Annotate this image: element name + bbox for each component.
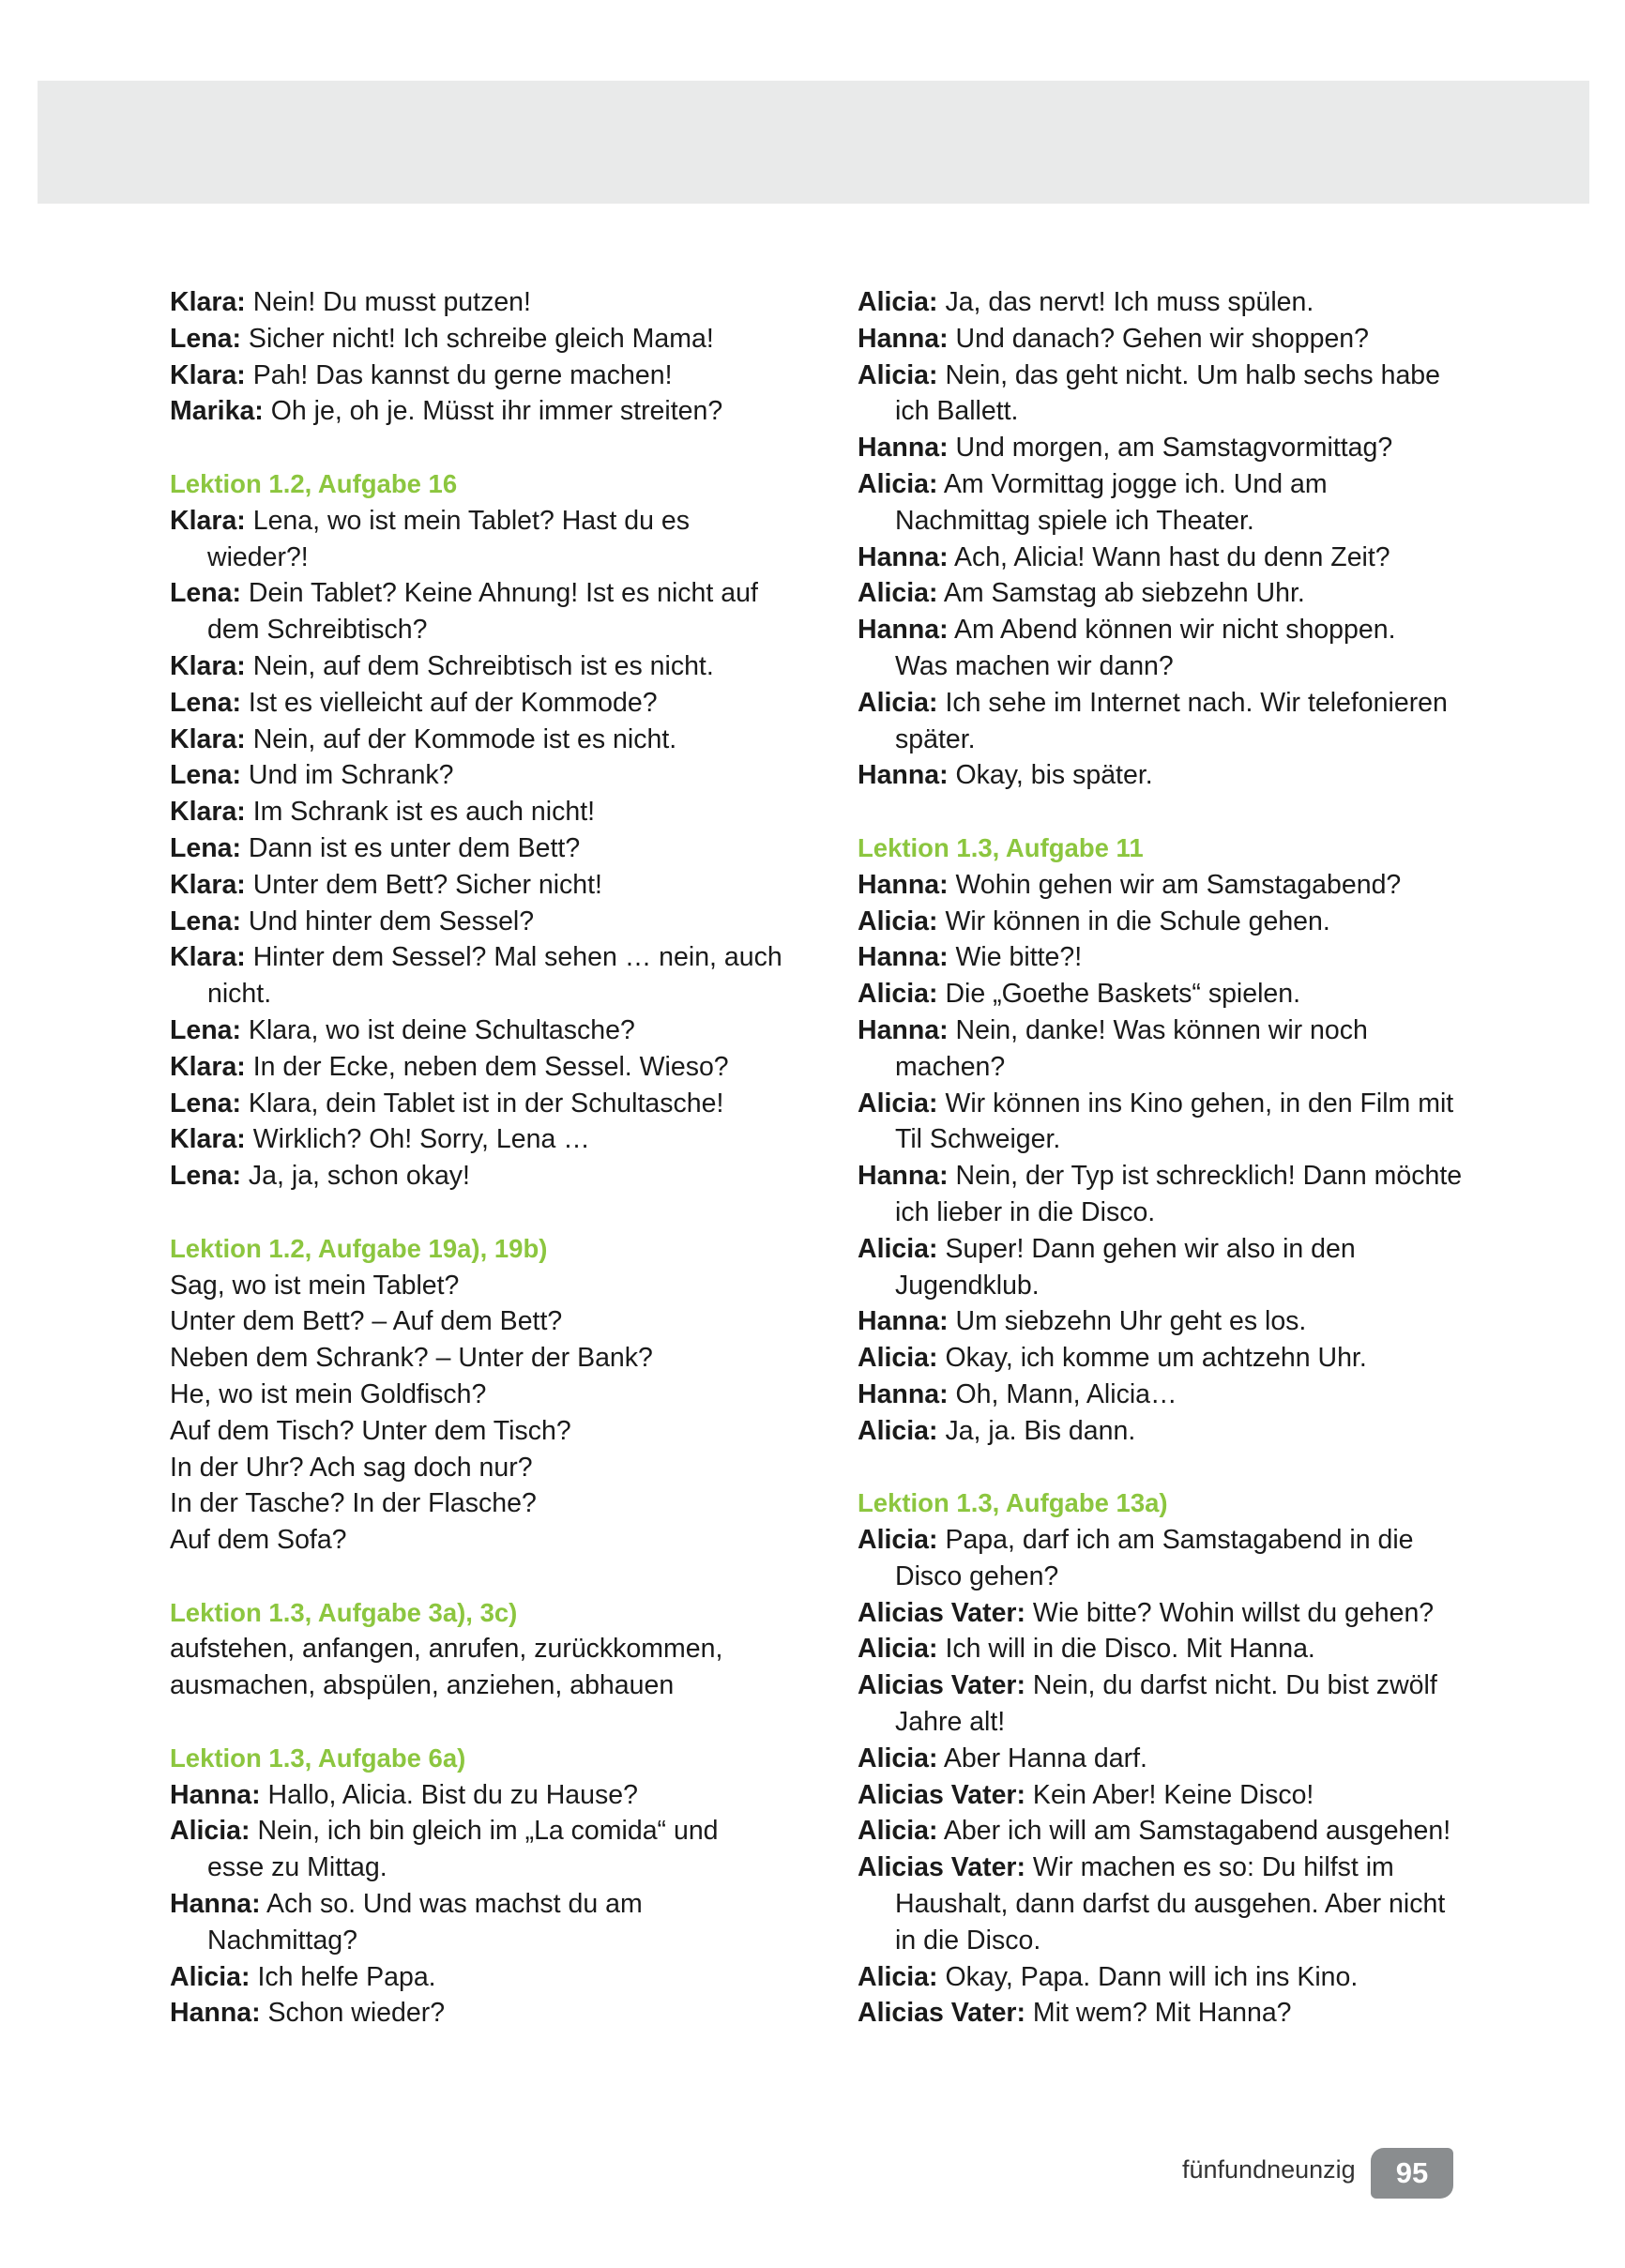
speaker-name: Alicia: [858, 359, 938, 390]
line-text: Am Abend können wir nicht shoppen. Was machen wir dann? [895, 615, 1396, 681]
speaker-name: Hanna: [858, 433, 949, 464]
line-text: Und danach? Gehen wir shoppen? [948, 323, 1369, 354]
speaker-name: Klara: [170, 359, 246, 390]
line-text: Nein, auf der Kommode ist es nicht. [245, 723, 677, 754]
transcript-block [170, 284, 789, 430]
speaker-name: Alicia: [858, 1088, 938, 1119]
dialogue-line [858, 466, 1477, 540]
text-line [170, 1631, 789, 1667]
speaker-name: Lena: [170, 832, 242, 863]
line-text: In der Uhr? Ach sag doch nur? [170, 1452, 533, 1483]
dialogue-line [170, 393, 789, 430]
dialogue-line [858, 685, 1477, 758]
line-text: Wir können in die Schule gehen. [937, 906, 1330, 936]
dialogue-line [858, 358, 1477, 431]
line-text: Auf dem Sofa? [170, 1525, 347, 1556]
line-text: Okay, bis später. [948, 760, 1153, 791]
dialogue-line [170, 904, 789, 940]
dialogue-line [170, 1959, 789, 1996]
line-text: Okay, ich komme um achtzehn Uhr. [937, 1343, 1367, 1374]
speaker-name: Hanna: [858, 541, 949, 572]
line-text: Ich will in die Disco. Mit Hanna. [937, 1634, 1315, 1665]
dialogue-line [170, 284, 789, 321]
dialogue-line [858, 1813, 1477, 1849]
text-line [170, 1377, 789, 1413]
speaker-name: Alicia: [858, 906, 938, 936]
line-text: Auf dem Tisch? Unter dem Tisch? [170, 1415, 571, 1446]
speaker-name: Alicia: [858, 1343, 938, 1374]
dialogue-line [858, 1595, 1477, 1632]
dialogue-line [170, 1813, 789, 1886]
dialogue-line [858, 1340, 1477, 1377]
line-text: Wohin gehen wir am Samstagabend? [948, 869, 1402, 900]
speaker-name: Hanna: [858, 1161, 949, 1192]
line-text: Mit wem? Mit Hanna? [1025, 1998, 1292, 2029]
line-text: Nein, der Typ ist schrecklich! Dann möchte ich lieber in die Disco. [895, 1161, 1463, 1227]
line-text: Lena, wo ist mein Tablet? Hast du es wieder?! [207, 505, 690, 572]
right-column [858, 284, 1477, 2068]
dialogue-line [170, 722, 789, 758]
speaker-name: Hanna: [858, 760, 949, 791]
section-heading: Lektion 1.3, Aufgabe 11 [858, 832, 1144, 862]
page-word: fünfundneunzig [1182, 2155, 1356, 2184]
speaker-name: Lena: [170, 1088, 242, 1119]
line-text: Wir können ins Kino gehen, in den Film mit Til Schweiger. [895, 1088, 1454, 1155]
line-text: Ich sehe im Internet nach. Wir telefonieren später. [895, 687, 1448, 754]
speaker-name: Klara: [170, 723, 246, 754]
text-line [170, 1413, 789, 1450]
text-line [170, 1450, 789, 1486]
dialogue-line [170, 1086, 789, 1122]
line-text: Hallo, Alicia. Bist du zu Hause? [260, 1779, 638, 1810]
dialogue-line [170, 1886, 789, 1959]
dialogue-line [858, 1231, 1477, 1304]
line-text: In der Tasche? In der Flasche? [170, 1488, 537, 1519]
dialogue-line [858, 1667, 1477, 1741]
section-heading: Lektion 1.3, Aufgabe 6a) [170, 1743, 466, 1773]
header-band [38, 81, 1589, 204]
line-text: aufstehen, anfangen, anrufen, zurückkommen, [170, 1634, 723, 1665]
speaker-name: Hanna: [858, 1014, 949, 1045]
section-heading: Lektion 1.3, Aufgabe 13a) [858, 1488, 1168, 1518]
speaker-name: Hanna: [170, 1889, 261, 1920]
line-text: Und im Schrank? [241, 760, 454, 791]
speaker-name: Klara: [170, 650, 246, 681]
speaker-name: Lena: [170, 687, 242, 718]
dialogue-line [170, 1995, 789, 2032]
speaker-name: Alicias Vater: [858, 1852, 1026, 1883]
dialogue-line [170, 1012, 789, 1049]
speaker-name: Lena: [170, 1161, 242, 1192]
left-column [170, 284, 789, 2068]
line-text: Okay, Papa. Dann will ich ins Kino. [937, 1961, 1359, 1992]
dialogue-line [858, 867, 1477, 904]
speaker-name: Hanna: [858, 1378, 949, 1409]
line-text: Dann ist es unter dem Bett? [241, 832, 581, 863]
dialogue-line [858, 1158, 1477, 1231]
line-text: Nein, danke! Was können wir noch machen? [895, 1014, 1368, 1082]
speaker-name: Alicia: [858, 287, 938, 317]
dialogue-line [858, 1777, 1477, 1814]
text-line [170, 1485, 789, 1522]
speaker-name: Hanna: [858, 615, 949, 646]
speaker-name: Lena: [170, 323, 242, 354]
text-line [170, 1340, 789, 1377]
dialogue-line [858, 1377, 1477, 1413]
dialogue-line [170, 358, 789, 394]
line-text: Im Schrank ist es auch nicht! [245, 797, 596, 828]
speaker-name: Alicias Vater: [858, 1597, 1026, 1628]
speaker-name: Alicias Vater: [858, 1779, 1026, 1810]
line-text: Unter dem Bett? – Auf dem Bett? [170, 1306, 563, 1337]
dialogue-line [858, 1849, 1477, 1958]
speaker-name: Hanna: [858, 869, 949, 900]
line-text: Am Samstag ab siebzehn Uhr. [937, 578, 1305, 609]
line-text: Wir machen es so: Du hilfst im Haushalt, dann darfst du ausgehen. Aber nicht in die Disco. [895, 1852, 1446, 1956]
dialogue-line [170, 1049, 789, 1086]
speaker-name: Hanna: [858, 1306, 949, 1337]
speaker-name: Alicias Vater: [858, 1670, 1026, 1701]
dialogue-line [170, 794, 789, 830]
speaker-name: Alicia: [858, 1525, 938, 1556]
line-text: Ja, ja, schon okay! [241, 1161, 470, 1192]
line-text: Schon wieder? [260, 1998, 446, 2029]
transcript-block [170, 1741, 789, 2032]
line-text: Nein, du darfst nicht. Du bist zwölf Jahre alt! [895, 1670, 1437, 1738]
line-text: He, wo ist mein Goldfisch? [170, 1378, 487, 1409]
dialogue-line [170, 648, 789, 685]
speaker-name: Alicia: [858, 979, 938, 1010]
line-text: Und morgen, am Samstagvormittag? [948, 433, 1393, 464]
dialogue-line [858, 284, 1477, 321]
line-text: Ja, das nervt! Ich muss spülen. [937, 287, 1314, 317]
speaker-name: Klara: [170, 287, 246, 317]
speaker-name: Hanna: [170, 1779, 261, 1810]
dialogue-line [858, 540, 1477, 576]
line-text: Ist es vielleicht auf der Kommode? [241, 687, 658, 718]
transcript-block [858, 830, 1477, 1450]
line-text: Nein, auf dem Schreibtisch ist es nicht. [245, 650, 714, 681]
dialogue-line [170, 1777, 789, 1814]
line-text: Und hinter dem Sessel? [241, 906, 535, 936]
dialogue-line [170, 757, 789, 794]
speaker-name: Klara: [170, 505, 246, 536]
speaker-name: Alicia: [858, 1961, 938, 1992]
dialogue-line [170, 1121, 789, 1158]
line-text: Kein Aber! Keine Disco! [1025, 1779, 1314, 1810]
section-heading: Lektion 1.2, Aufgabe 16 [170, 468, 458, 498]
text-line [170, 1667, 789, 1704]
dialogue-line [858, 939, 1477, 976]
speaker-name: Hanna: [170, 1998, 261, 2029]
dialogue-line [858, 1631, 1477, 1667]
line-text: Nein, das geht nicht. Um halb sechs habe ich Ballett. [895, 359, 1441, 427]
dialogue-line [858, 575, 1477, 612]
page-number-badge: 95 [1371, 2148, 1453, 2199]
speaker-name: Lena: [170, 578, 242, 609]
speaker-name: Klara: [170, 797, 246, 828]
line-text: Unter dem Bett? Sicher nicht! [245, 869, 602, 900]
line-text: ausmachen, abspülen, anziehen, abhauen [170, 1670, 675, 1701]
speaker-name: Alicias Vater: [858, 1998, 1026, 2029]
dialogue-line [170, 867, 789, 904]
line-text: Um siebzehn Uhr geht es los. [948, 1306, 1307, 1337]
speaker-name: Klara: [170, 1051, 246, 1082]
line-text: Ja, ja. Bis dann. [937, 1415, 1136, 1446]
dialogue-line [858, 1303, 1477, 1340]
speaker-name: Alicia: [858, 1743, 938, 1773]
line-text: Ach, Alicia! Wann hast du denn Zeit? [948, 541, 1390, 572]
dialogue-line [858, 757, 1477, 794]
dialogue-line [170, 503, 789, 576]
line-text: Aber Hanna darf. [937, 1743, 1147, 1773]
speaker-name: Lena: [170, 760, 242, 791]
line-text: Nein! Du musst putzen! [245, 287, 531, 317]
line-text: Aber ich will am Samstagabend ausgehen! [937, 1816, 1451, 1847]
line-text: Nein, ich bin gleich im „La comida“ und esse zu Mittag. [207, 1816, 719, 1883]
line-text: Oh, Mann, Alicia… [948, 1378, 1177, 1409]
speaker-name: Alicia: [858, 1634, 938, 1665]
line-text: Wie bitte? Wohin willst du gehen? [1025, 1597, 1435, 1628]
speaker-name: Hanna: [858, 323, 949, 354]
dialogue-line [858, 1741, 1477, 1777]
line-text: Pah! Das kannst du gerne machen! [245, 359, 673, 390]
line-text: Neben dem Schrank? – Unter der Bank? [170, 1343, 653, 1374]
text-line [170, 1268, 789, 1304]
line-text: Wirklich? Oh! Sorry, Lena … [245, 1124, 590, 1155]
line-text: Oh je, oh je. Müsst ihr immer streiten? [263, 396, 723, 427]
line-text: Hinter dem Sessel? Mal sehen … nein, auch nicht. [207, 942, 782, 1010]
section-heading: Lektion 1.2, Aufgabe 19a), 19b) [170, 1233, 548, 1263]
transcript-block [170, 1231, 789, 1559]
speaker-name: Alicia: [858, 687, 938, 718]
dialogue-line [858, 1413, 1477, 1450]
speaker-name: Alicia: [858, 1816, 938, 1847]
speaker-name: Marika: [170, 396, 264, 427]
line-text: Wie bitte?! [948, 942, 1083, 973]
dialogue-line [858, 1959, 1477, 1996]
transcript-block [170, 466, 789, 1195]
line-text: Dein Tablet? Keine Ahnung! Ist es nicht auf dem Schreibtisch? [207, 578, 758, 646]
dialogue-line [858, 976, 1477, 1012]
line-text: In der Ecke, neben dem Sessel. Wieso? [245, 1051, 729, 1082]
speaker-name: Hanna: [858, 942, 949, 973]
dialogue-line [858, 1012, 1477, 1086]
dialogue-line [170, 830, 789, 867]
text-line [170, 1303, 789, 1340]
dialogue-line [858, 1522, 1477, 1595]
speaker-name: Alicia: [170, 1961, 251, 1992]
text-line [170, 1522, 789, 1559]
line-text: Ich helfe Papa. [250, 1961, 436, 1992]
section-heading: Lektion 1.3, Aufgabe 3a), 3c) [170, 1597, 518, 1627]
speaker-name: Alicia: [858, 468, 938, 499]
line-text: Klara, wo ist deine Schultasche? [241, 1014, 635, 1045]
speaker-name: Klara: [170, 1124, 246, 1155]
dialogue-line [858, 904, 1477, 940]
line-text: Am Vormittag jogge ich. Und am Nachmittag spiele ich Theater. [895, 468, 1328, 536]
dialogue-line [170, 1158, 789, 1195]
transcript-block [858, 1485, 1477, 2032]
speaker-name: Alicia: [858, 1415, 938, 1446]
transcript-block [858, 284, 1477, 794]
speaker-name: Alicia: [858, 1233, 938, 1264]
dialogue-line [170, 939, 789, 1012]
dialogue-line [858, 321, 1477, 358]
speaker-name: Alicia: [170, 1816, 251, 1847]
dialogue-line [858, 1995, 1477, 2032]
line-text: Klara, dein Tablet ist in der Schultasche! [241, 1088, 724, 1119]
speaker-name: Klara: [170, 869, 246, 900]
speaker-name: Lena: [170, 1014, 242, 1045]
dialogue-line [170, 575, 789, 648]
speaker-name: Lena: [170, 906, 242, 936]
dialogue-line [858, 430, 1477, 466]
line-text: Papa, darf ich am Samstagabend in die Disco gehen? [895, 1525, 1414, 1591]
line-text: Sag, wo ist mein Tablet? [170, 1270, 460, 1301]
line-text: Super! Dann gehen wir also in den Jugendklub. [895, 1233, 1356, 1301]
dialogue-line [858, 1086, 1477, 1159]
speaker-name: Alicia: [858, 578, 938, 609]
dialogue-line [858, 612, 1477, 685]
dialogue-line [170, 321, 789, 358]
speaker-name: Klara: [170, 942, 246, 973]
line-text: Die „Goethe Baskets“ spielen. [937, 979, 1301, 1010]
dialogue-line [170, 685, 789, 722]
line-text: Sicher nicht! Ich schreibe gleich Mama! [241, 323, 714, 354]
transcript-block [170, 1595, 789, 1704]
line-text: Ach so. Und was machst du am Nachmittag? [207, 1889, 643, 1956]
